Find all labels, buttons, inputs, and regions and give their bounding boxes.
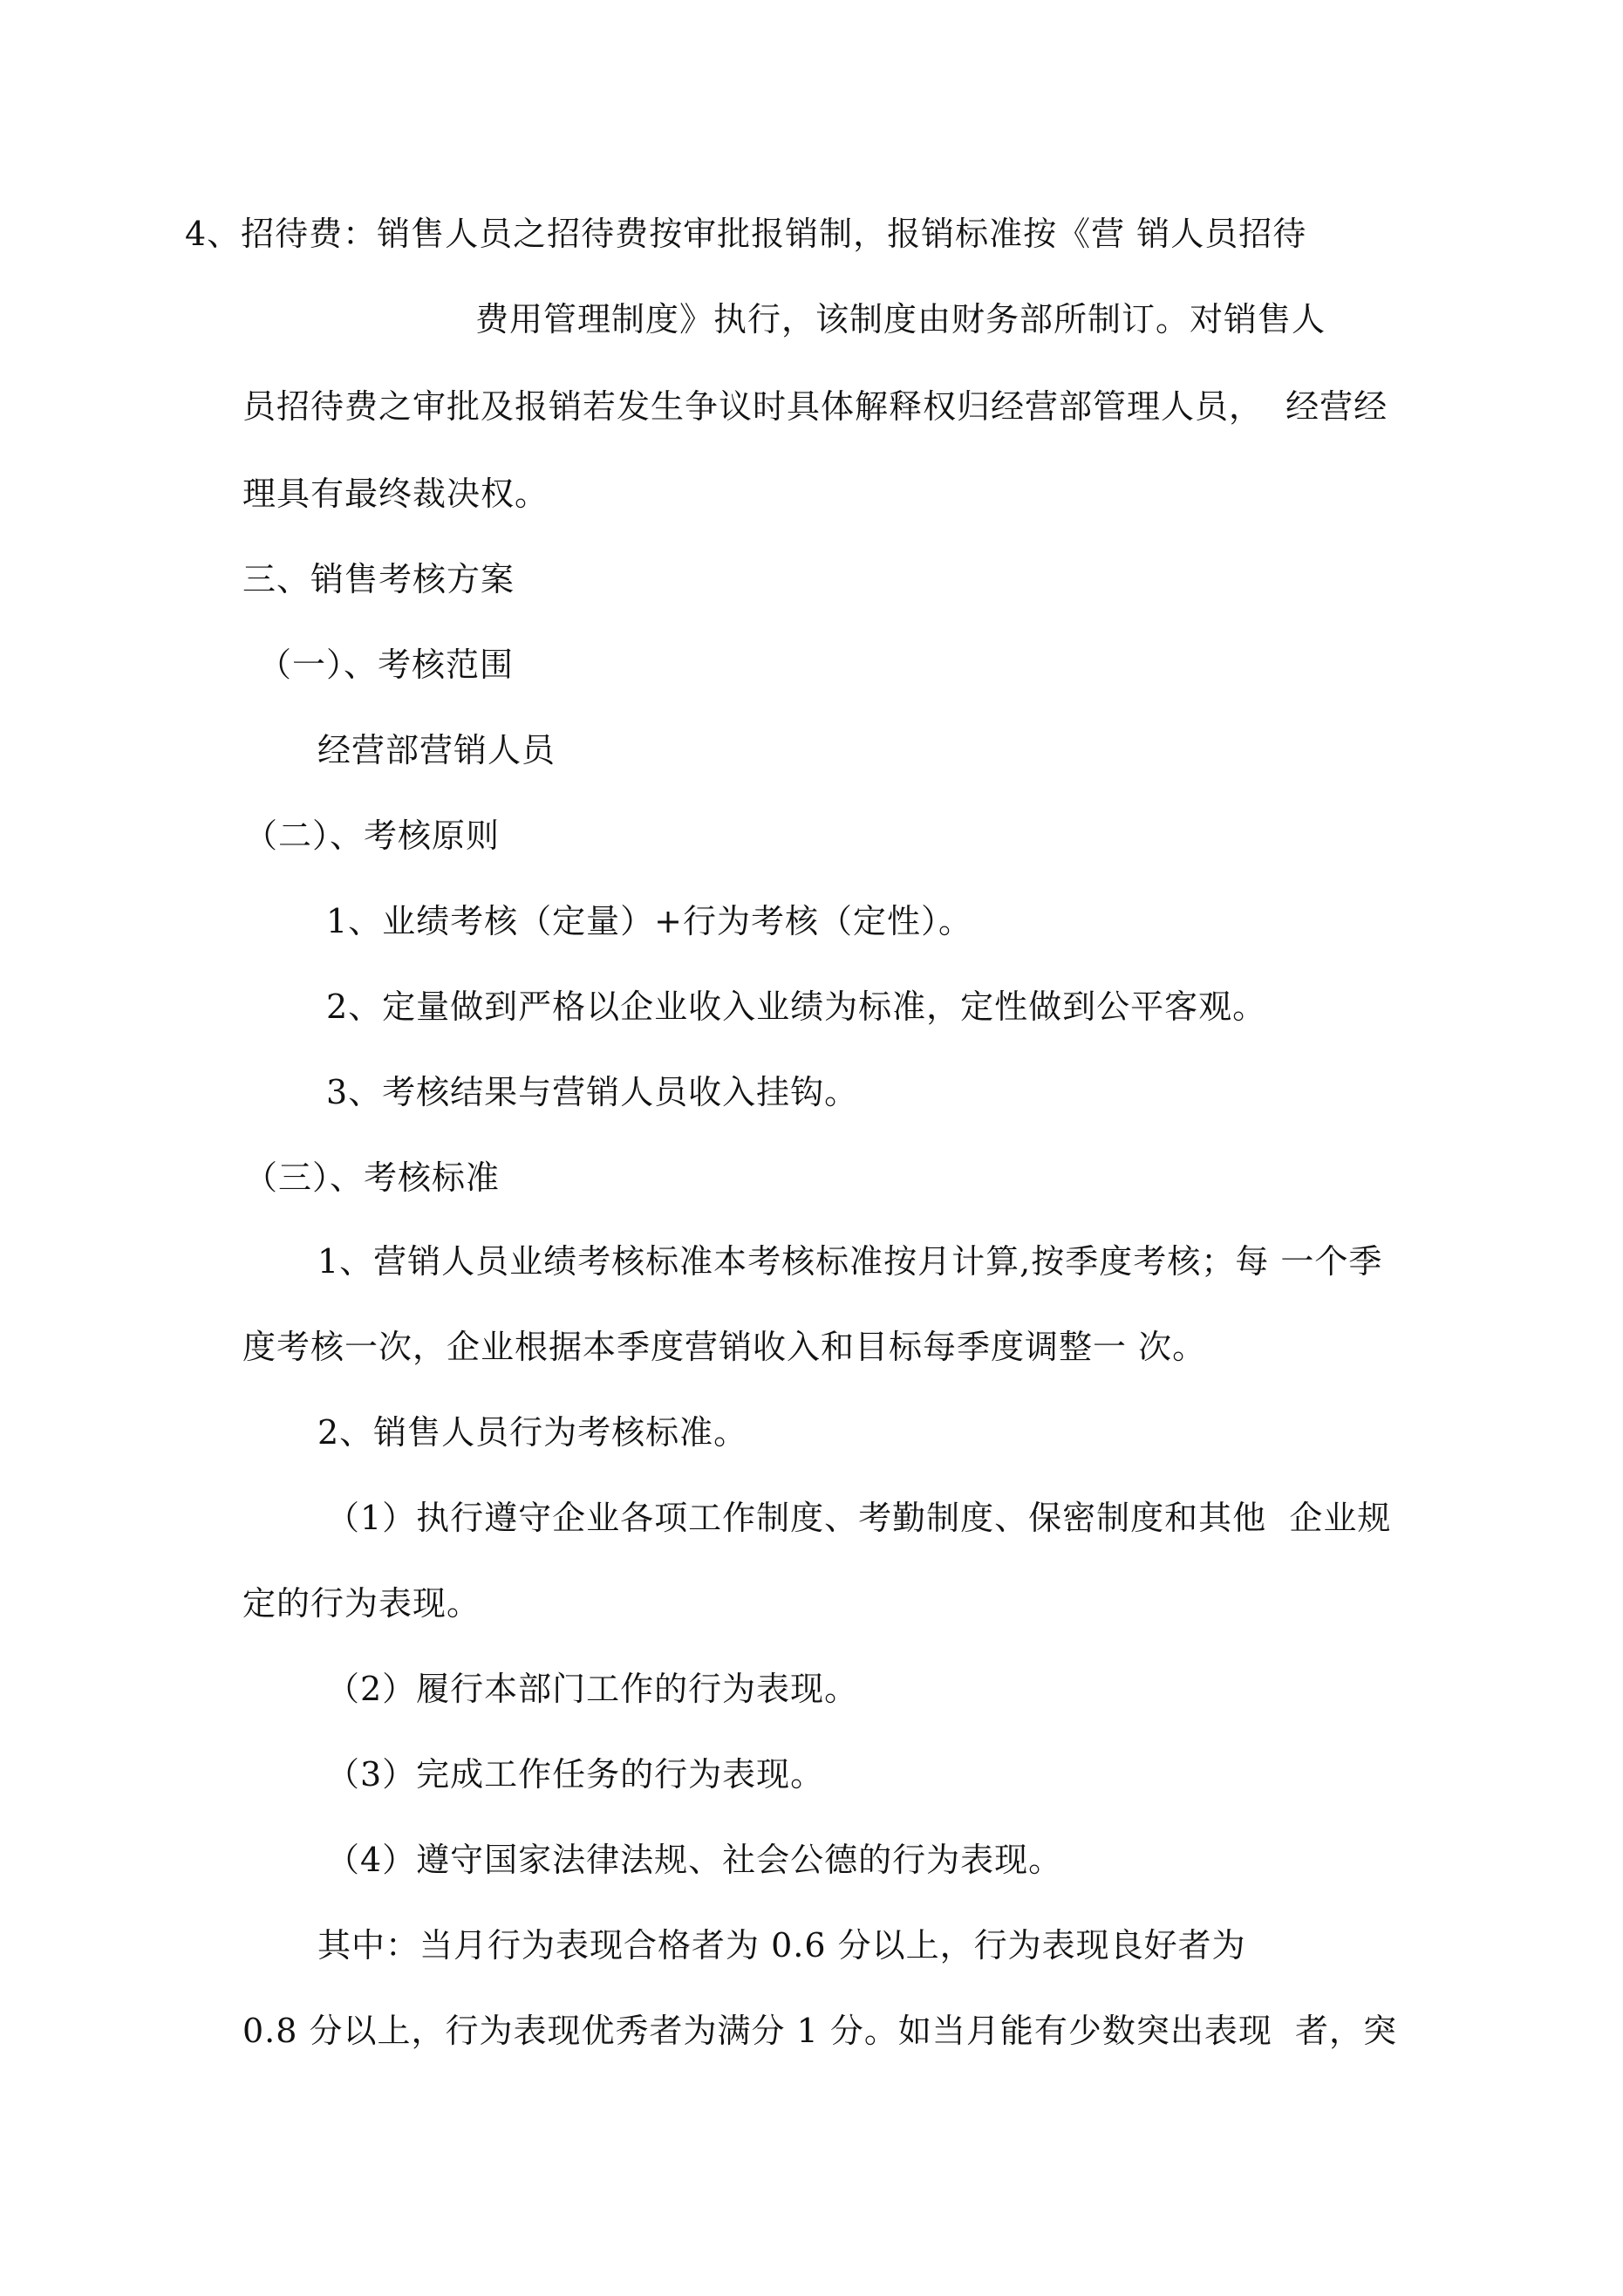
paragraph-line: 0.8 分以上，行为表现优秀者为满分 1 分。如当月能有少数突出表现 者，突	[242, 2012, 1398, 2050]
list-item: 1、业绩考核（定量）+行为考核（定性）。	[326, 902, 973, 940]
subsection-heading: （二）、考核原则	[244, 817, 501, 855]
list-item: （3）完成工作任务的行为表现。	[326, 1755, 825, 1794]
paragraph-line: 2、销售人员行为考核标准。	[317, 1413, 748, 1452]
list-item: 3、考核结果与营销人员收入挂钩。	[326, 1073, 859, 1111]
subsection-heading: （一）、考核范围	[258, 646, 515, 684]
paragraph-line: 度考核一次，企业根据本季度营销收入和目标每季度调整一 次。	[242, 1328, 1207, 1366]
paragraph-line: 理具有最终裁决权。	[242, 475, 549, 513]
list-item: （2）履行本部门工作的行为表现。	[326, 1670, 859, 1708]
list-item: （1）执行遵守企业各项工作制度、考勤制度、保密制度和其他 企业规	[326, 1499, 1392, 1537]
paragraph-line: 1、营销人员业绩考核标准本考核标准按月计算,按季度考核；每 一个季	[317, 1242, 1383, 1281]
paragraph-line: 4、招待费：销售人员之招待费按审批报销制，报销标准按《营 销人员招待	[185, 215, 1307, 253]
section-heading: 三、销售考核方案	[242, 560, 515, 598]
paragraph-line: 费用管理制度》执行，该制度由财务部所制订。对销售人	[475, 300, 1326, 338]
list-item: （4）遵守国家法律法规、社会公德的行为表现。	[326, 1841, 1063, 1879]
list-item: 2、定量做到严格以企业收入业绩为标准，定性做到公平客观。	[326, 987, 1267, 1026]
paragraph-line: 经营部营销人员	[317, 731, 556, 769]
paragraph-line: 定的行为表现。	[242, 1584, 481, 1623]
paragraph-line: 员招待费之审批及报销若发生争议时具体解释权归经营部管理人员， 经营经	[242, 387, 1388, 426]
paragraph-line: 其中：当月行为表现合格者为 0.6 分以上，行为表现良好者为	[317, 1926, 1246, 1965]
subsection-heading: （三）、考核标准	[244, 1158, 501, 1197]
